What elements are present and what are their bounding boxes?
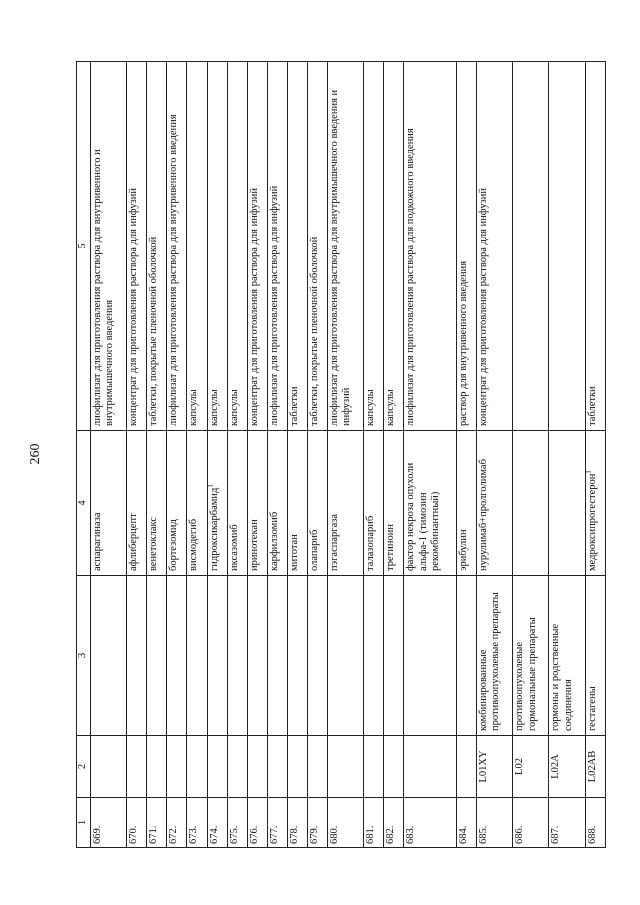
row-number (549, 798, 585, 848)
row-number (384, 798, 404, 848)
drug-name (227, 431, 247, 576)
dosage-form-text: концентрат для приготовления раствора для инфузий (128, 188, 140, 426)
row-number-text: 678. (288, 825, 300, 844)
drug-name (585, 431, 605, 576)
atc-code (476, 736, 512, 798)
table-row (513, 62, 549, 848)
header-cell: 4 (77, 431, 91, 576)
dosage-form (404, 62, 456, 431)
row-number-text: 676. (248, 825, 260, 844)
atc-code-text: L02AB (586, 750, 598, 783)
row-number (287, 798, 307, 848)
drug-name-text: талазопариб (365, 515, 377, 571)
header-cell: 2 (77, 736, 91, 798)
row-number-text: 674. (208, 825, 220, 844)
row-number-text: 682. (385, 825, 397, 844)
dosage-form-text: лиофилизат для приготовления раствора для подкожного введения (405, 128, 417, 426)
dosage-form-text: таблетки (288, 386, 300, 426)
dosage-form (227, 62, 247, 431)
drug-name-text: медроксипрогестерон (586, 473, 598, 571)
atc-group-text: гормоны и родственные соединения (550, 623, 574, 731)
row-number-text: 672. (168, 825, 180, 844)
atc-group (513, 576, 549, 736)
atc-group (187, 576, 207, 736)
dosage-form (476, 62, 512, 431)
row-number (187, 798, 207, 848)
drug-name-text: бортезомид (168, 519, 180, 571)
drug-name-text: висмодегиб (188, 518, 200, 571)
drug-name (147, 431, 167, 576)
drug-name-text: нурулимаб+пролголимаб (477, 459, 489, 571)
row-number-text: 671. (148, 825, 160, 844)
table-row (187, 62, 207, 848)
atc-group (287, 576, 307, 736)
atc-group (267, 576, 287, 736)
atc-code (227, 736, 247, 798)
dosage-form (147, 62, 167, 431)
atc-code (147, 736, 167, 798)
table-row (167, 62, 187, 848)
atc-group (147, 576, 167, 736)
atc-code (549, 736, 585, 798)
row-number-text: 673. (188, 825, 200, 844)
table-row (328, 62, 364, 848)
dosage-form-text: концентрат для приготовления раствора для инфузий (477, 188, 489, 426)
atc-code (307, 736, 327, 798)
drug-name (127, 431, 147, 576)
atc-group (328, 576, 364, 736)
dosage-form-text: таблетки (586, 386, 598, 426)
header-cell: 5 (77, 62, 91, 431)
dosage-form-text: таблетки, покрытые пленочной оболочкой (148, 236, 160, 426)
atc-code-text: L02A (550, 754, 562, 779)
drug-name (247, 431, 267, 576)
dosage-form (384, 62, 404, 431)
row-number (456, 798, 476, 848)
atc-group (476, 576, 512, 736)
row-number-text: 681. (365, 825, 377, 844)
row-number-text: 680. (329, 825, 341, 844)
row-number-text: 675. (228, 825, 240, 844)
atc-group (404, 576, 456, 736)
row-number (585, 798, 605, 848)
atc-group-text: комбинированные противоопухолевые препараты (477, 592, 502, 731)
atc-code (456, 736, 476, 798)
footnote-marker: 1 (206, 484, 215, 488)
row-number (127, 798, 147, 848)
drug-name (91, 431, 127, 576)
row-number (267, 798, 287, 848)
atc-code-text: L02 (514, 758, 526, 775)
drug-name (167, 431, 187, 576)
atc-group (127, 576, 147, 736)
row-number-text: 685. (477, 825, 489, 844)
atc-code-text: L01XY (477, 750, 489, 783)
row-number (167, 798, 187, 848)
row-number (328, 798, 364, 848)
dosage-form-text: капсулы (208, 389, 220, 426)
row-number-text: 679. (308, 825, 320, 844)
atc-code (287, 736, 307, 798)
table-row (91, 62, 127, 848)
table-row (247, 62, 267, 848)
dosage-form-text: лиофилизат для приготовления раствора для внутривенного введения (168, 114, 180, 426)
atc-group (91, 576, 127, 736)
drug-name (404, 431, 456, 576)
drug-name (384, 431, 404, 576)
dosage-form (549, 62, 585, 431)
drug-name-text: иринотекан (248, 519, 260, 571)
drug-table-rotated (76, 62, 606, 848)
row-number-text: 687. (550, 825, 562, 844)
table-row (364, 62, 384, 848)
atc-code (513, 736, 549, 798)
drug-name (307, 431, 327, 576)
dosage-form-text: капсулы (385, 389, 397, 426)
atc-group (227, 576, 247, 736)
dosage-form-text: лиофилизат для приготовления раствора для внутривенного и внутримышечного введения (92, 149, 116, 426)
row-number (91, 798, 127, 848)
drug-name-text: афлиберцепт (128, 513, 140, 571)
dosage-form (307, 62, 327, 431)
table-row (127, 62, 147, 848)
dosage-form (247, 62, 267, 431)
atc-code (207, 736, 227, 798)
atc-code (187, 736, 207, 798)
header-cell: 3 (77, 576, 91, 736)
atc-code (127, 736, 147, 798)
atc-group (364, 576, 384, 736)
dosage-form (364, 62, 384, 431)
table-row (585, 62, 605, 848)
header-row (77, 62, 91, 848)
row-number-text: 686. (514, 825, 526, 844)
atc-group (384, 576, 404, 736)
atc-code (267, 736, 287, 798)
row-number-text: 683. (405, 825, 417, 844)
row-number (364, 798, 384, 848)
atc-group (585, 576, 605, 736)
atc-group (456, 576, 476, 736)
drug-name (549, 431, 585, 576)
drug-name-text: олапариб (308, 529, 320, 571)
drug-name (513, 431, 549, 576)
table-row (227, 62, 247, 848)
drug-name-text: карфилзомиб (268, 511, 280, 571)
drug-name (287, 431, 307, 576)
dosage-form (456, 62, 476, 431)
drug-name (476, 431, 512, 576)
atc-code (91, 736, 127, 798)
dosage-form-text: таблетки, покрытые пленочной оболочкой (308, 236, 320, 426)
dosage-form-text: капсулы (365, 389, 377, 426)
dosage-form-text: капсулы (228, 389, 240, 426)
table-row (207, 62, 227, 848)
row-number (404, 798, 456, 848)
table-row (476, 62, 512, 848)
drug-name-text: иксазомиб (228, 524, 240, 571)
dosage-form (513, 62, 549, 431)
row-number-text: 669. (92, 825, 103, 844)
drug-name (207, 431, 227, 576)
atc-code (404, 736, 456, 798)
table-row (267, 62, 287, 848)
dosage-form (328, 62, 364, 431)
atc-code (384, 736, 404, 798)
dosage-form-text: раствор для внутривенного введения (457, 260, 469, 426)
row-number-text: 677. (268, 825, 280, 844)
drug-name-text: третиноин (385, 524, 397, 571)
row-number-text: 688. (586, 825, 598, 844)
row-number (247, 798, 267, 848)
dosage-form-text: лиофилизат для приготовления раствора для внутримышечного введения и инфузий (329, 89, 353, 426)
table-row (147, 62, 167, 848)
dosage-form-text: капсулы (188, 389, 200, 426)
drug-name-text: гидроксикарбамид (208, 487, 220, 571)
row-number (513, 798, 549, 848)
row-number (307, 798, 327, 848)
dosage-form-text: лиофилизат для приготовления раствора для инфузий (268, 185, 280, 426)
drug-name (456, 431, 476, 576)
header-cell: 1 (77, 798, 91, 848)
drug-name-text: пэгаспаргаза (329, 513, 341, 571)
dosage-form (207, 62, 227, 431)
atc-code (167, 736, 187, 798)
row-number (476, 798, 512, 848)
row-number-text: 684. (457, 825, 469, 844)
dosage-form (91, 62, 127, 431)
drug-name (187, 431, 207, 576)
atc-group (549, 576, 585, 736)
atc-group-text: противоопухолевые гормональные препараты (514, 617, 538, 731)
dosage-form (167, 62, 187, 431)
drug-name-text: венетоклакс (148, 516, 160, 571)
page-number: 260 (28, 443, 43, 465)
row-number (207, 798, 227, 848)
dosage-form (187, 62, 207, 431)
atc-code (328, 736, 364, 798)
footnote-marker: 1 (584, 470, 593, 474)
row-number-text: 670. (128, 825, 140, 844)
table-row (287, 62, 307, 848)
dosage-form (585, 62, 605, 431)
table-row (549, 62, 585, 848)
atc-group (167, 576, 187, 736)
drug-name-text: фактор некроза опухоли альфа-1 (тимозин рекомбинантный) (405, 462, 442, 571)
dosage-form (267, 62, 287, 431)
drug-name (267, 431, 287, 576)
drug-name (364, 431, 384, 576)
atc-group-text: гестагены (586, 686, 598, 731)
dosage-form (127, 62, 147, 431)
table-row (404, 62, 456, 848)
atc-group (207, 576, 227, 736)
drug-name (328, 431, 364, 576)
table-row (307, 62, 327, 848)
table-row (456, 62, 476, 848)
drug-name-text: эрибулин (457, 529, 469, 571)
dosage-form-text: концентрат для приготовления раствора для инфузий (248, 188, 260, 426)
atc-code (247, 736, 267, 798)
row-number (147, 798, 167, 848)
table-row (384, 62, 404, 848)
atc-group (307, 576, 327, 736)
atc-code (364, 736, 384, 798)
drug-name-text: митотан (288, 534, 300, 571)
dosage-form (287, 62, 307, 431)
atc-group (247, 576, 267, 736)
drug-name-text: аспарагиназа (92, 512, 103, 571)
drug-table (76, 61, 606, 848)
row-number (227, 798, 247, 848)
atc-code (585, 736, 605, 798)
